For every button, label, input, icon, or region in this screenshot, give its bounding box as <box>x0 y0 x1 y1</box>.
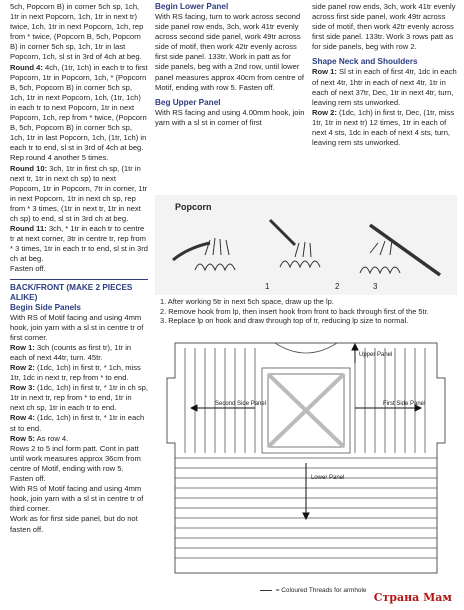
popcorn-steps <box>160 297 460 326</box>
col1-bottom-paragraph <box>10 343 148 363</box>
col1-top-paragraph <box>10 2 148 63</box>
watermark: Страна Мам <box>373 591 452 604</box>
col3-row-label: Row 1: <box>312 67 337 77</box>
col1-top-row-label: Round 4: <box>10 62 43 72</box>
col1-bottom-row-text: (1dc, 1ch) in first tr, * 1tr in each st to end. <box>10 413 145 433</box>
col3-paragraph <box>312 67 457 107</box>
legend-text: = Coloured Threads for armhole <box>275 587 367 594</box>
hook-2 <box>270 220 295 245</box>
upper-arrowhead <box>352 344 358 350</box>
hook-1 <box>173 243 210 260</box>
col1-top-row-text: Fasten off. <box>10 264 46 274</box>
loops-3 <box>370 240 392 255</box>
shape-heading: Shape Neck and Shoulders <box>312 57 418 67</box>
col1-top-row-text: Rep round 4 another 5 times. <box>10 153 109 163</box>
stitches-1 <box>195 264 235 270</box>
lower-panel-label: Lower Panel <box>311 475 345 481</box>
col1-bottom-row-label: Row 1: <box>10 342 35 352</box>
step-1: 1. After working 5tr in next 5ch space, draw up the lp. <box>160 297 334 306</box>
column-3 <box>312 2 457 148</box>
col1-bottom-paragraph <box>10 484 148 514</box>
popcorn-drawings <box>155 195 457 295</box>
col1-top-row-text: 3ch, * 1tr in each tr to centre tr at next corner, 3tr in centre tr, rep from * 3 times, 1tr in each tr to end, sl st in 3rd ch at beg. <box>10 224 149 264</box>
col1-bottom-row-text: Work as for first side panel, but do not fasten off. <box>10 514 138 534</box>
col3-paragraph <box>312 108 457 148</box>
col1-top-row-label: Round 11: <box>10 224 47 234</box>
beg-upper-heading: Beg Upper Panel <box>155 97 221 107</box>
col3-rows <box>312 67 457 148</box>
upper-panel-label: Upper Panel <box>359 352 393 358</box>
col1-bottom-text <box>10 313 148 535</box>
loops-1 <box>205 238 229 255</box>
col1-bottom-row-text: (1dc, 1ch) in first tr, * 1ch, miss 1tr, 1dc in next tr, rep from * to end. <box>10 363 141 383</box>
divider <box>10 279 148 280</box>
col1-bottom-row-text: With RS of Motif facing and using 4mm hook, join yarn with a sl st in centre tr of first corner. <box>10 312 144 342</box>
col1-top-paragraph <box>10 224 148 264</box>
step-2: 2. Remove hook from lp, then insert hook from front to back through first of the 5tr. <box>160 306 429 316</box>
hook-3 <box>370 225 440 275</box>
col1-top-text <box>10 2 148 275</box>
begin-lower-heading: Begin Lower Panel <box>155 2 229 11</box>
col1-top-row-text: 5ch, Popcorn B) in corner 5ch sp, 1ch, 1tr in next Popcorn, 1ch, 1tr in next tr) twice, 1ch, 1tr in next Popcorn, 1ch, rep from * twice, (Popcorn B, 5ch, Popcorn B) in corner 5ch sp, 1ch, 1tr in last Popcorn, 1ch, sl st in 3rd of 4ch at beg. <box>10 2 144 62</box>
col1-bottom-row-label: Row 3: <box>10 383 35 393</box>
col3-row-text: Sl st in each of first 4tr, 1dc in each of next 4tr, 1htr in each of next 4tr, 1tr in each of next 37tr, Dec, 1tr in next 4tr, turn, leaving rem sts unworked. <box>312 67 457 107</box>
col1-bottom-row-text: 3ch (counts as first tr), 1tr in each of next 44tr, turn. 45tr. <box>10 342 132 362</box>
fig-2-label: 2 <box>335 282 340 291</box>
popcorn-title: Popcorn <box>175 202 212 212</box>
col1-bottom-row-text: Rows 2 to 5 incl form patt. Cont in patt until work measures approx 36cm from centre of Motif, ending with row 5. Fasten off. <box>10 443 141 484</box>
col3-row-text: (1dc, 1ch) in first tr, Dec, (1tr, miss 1tr, 1tr in next tr) 12 times, 1tr in each of next 4 sts, 1dc in each of next 4 sts, turn, leaving rem sts unworked. <box>312 107 455 148</box>
col1-bottom-row-label: Row 2: <box>10 363 35 372</box>
col1-bottom-row-text: With RS of Motif facing and using 4mm hook, join yarn with a sl st in centre tr of third corner. <box>10 484 144 514</box>
diagram-legend <box>260 587 366 594</box>
stitches-3 <box>360 267 400 273</box>
upper-panel-text: With RS facing and using 4.00mm hook, join yarn with a sl st in corner of first <box>155 107 305 127</box>
fig-1-label: 1 <box>265 282 270 291</box>
col1-bottom-paragraph <box>10 383 148 413</box>
col3-row-label: Row 2: <box>312 107 337 117</box>
begin-side-heading: Begin Side Panels <box>10 302 81 312</box>
col1-bottom-row-label: Row 4: <box>10 413 35 423</box>
second-side-label: Second Side Panel <box>215 401 267 407</box>
lower-panel-text: With RS facing, turn to work across second side panel row ends, 3ch, work 41tr evenly across second side panel, work 49tr across side of motif, then work 42tr evenly across first side panel. 133tr. Work in patt as for side panels, beg with a 2nd row, until lower panel measures approx 40cm from centre of Motif, ending with row 5. Fasten off. <box>155 12 304 92</box>
col1-bottom-paragraph <box>10 444 148 484</box>
back-front-heading: BACK/FRONT (MAKE 2 PIECES ALIKE) <box>10 282 133 302</box>
stitches-2 <box>280 261 320 267</box>
col1-bottom-row-text: As row 4. <box>34 433 69 443</box>
legend-swatch-icon <box>260 590 272 591</box>
col1-bottom-row-text: (1dc, 1ch) in first tr, * 1tr in ch sp, 1tr in next tr, rep from * to end, 1tr in next ch sp, 1tr in each tr to end. <box>10 383 149 413</box>
col3-top-text: side panel row ends, 3ch, work 41tr evenly across first side panel, work 49tr across side of motif, then work 42tr evenly across first side panel. 133tr. Work 3 rows patt as for side panels, beg with row 2. <box>312 2 456 52</box>
col1-top-paragraph <box>10 264 148 274</box>
col1-bottom-paragraph <box>10 363 148 383</box>
col1-top-row-text: 4ch, (1tr, 1ch) in each tr to first Popcorn, 1tr in Popcorn, 1ch, * (Popcorn B, 5ch, Popcorn B) in corner 5ch sp, 1ch, 1tr in next Popcorn, 1ch, (1tr, 1ch) in each tr to next Popcorn, 1tr in next Popcorn, 1ch, rep from * twice, (Popcorn B, 5ch, Popcorn B) in corner 5ch sp, 1ch, 1tr in last Popcorn, 1ch, (1tr, 1ch) in each tr to end, sl st in 3rd of 4ch at beg. <box>10 62 148 153</box>
column-1 <box>10 2 148 535</box>
col1-top-row-label: Round 10: <box>10 163 48 173</box>
neck-curve <box>275 343 337 353</box>
construction-diagram <box>155 333 457 590</box>
col1-bottom-paragraph <box>10 514 148 534</box>
column-2 <box>155 2 305 128</box>
col1-top-row-text: 3ch, 1tr in first ch sp, (1tr in next tr, 1tr in next ch sp) to next Popcorn, 1tr in Popcorn, 7tr in corner, 1tr in next Popcorn, 1tr in next ch sp, rep from * 3 times, (1tr in next tr, 1tr in next ch sp) to end, sl st in 3rd ch at beg. <box>10 163 148 223</box>
col1-top-paragraph <box>10 164 148 225</box>
col1-bottom-paragraph <box>10 313 148 343</box>
col1-bottom-paragraph <box>10 434 148 444</box>
step-3: 3. Replace lp on hook and draw through top of tr, reducing lp size to normal. <box>160 316 409 325</box>
fig-3-label: 3 <box>373 282 378 291</box>
col1-top-paragraph <box>10 153 148 163</box>
col1-bottom-paragraph <box>10 413 148 433</box>
loops-2 <box>295 242 311 257</box>
col1-top-paragraph <box>10 63 148 154</box>
first-side-label: First Side Panel <box>383 401 426 407</box>
col1-bottom-row-label: Row 5: <box>10 433 35 443</box>
left-arrowhead <box>191 405 197 411</box>
